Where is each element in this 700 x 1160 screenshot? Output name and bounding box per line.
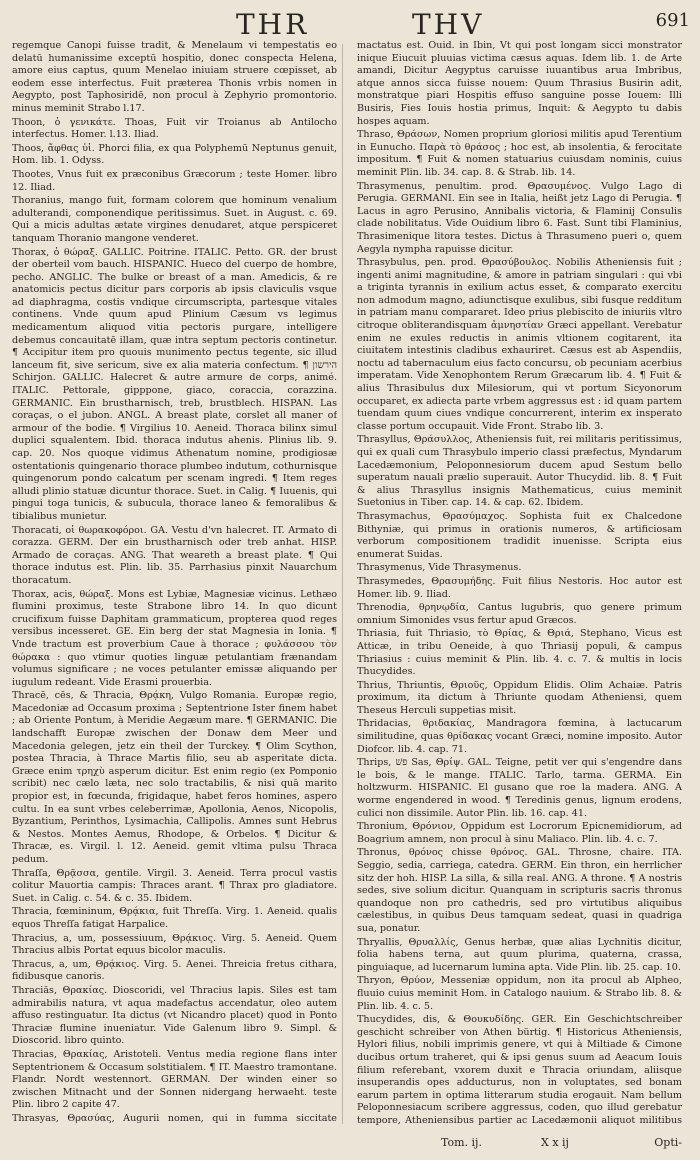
dictionary-entry: Threnodia, θρηνῳδία, Cantus lugubris, quo genere primum omnium Simonides vsus fertur apud Græcos.	[357, 602, 682, 626]
dictionary-entry: Thronium, Θρόνιον, Oppidum est Locrorum Epicnemidiorum, ad Boagrium amnem, non procul à sinu Maliaco. Plin. lib. 4. c. 7.	[357, 821, 682, 845]
page-header	[0, 0, 700, 40]
dictionary-entry: Thrasymenus, penultim. prod. Θρασυμένος. Vulgo Lago di Perugia. GERMANI. Ein see in Italia, heißt jetz Lago di Perugia. ¶ Lacus in agro Perusino, Annibalis victoria, & Flaminij Consulis clade nobilitatus. Vide Ouidium libro 6. Fast. Sunt tibi Flaminius, Thrasimenique litora testes. Dictus à Thrasumeno pueri o, quem Aegyla nympha rapuisse dicitur.	[357, 180, 682, 255]
dictionary-entry: Thrasymedes, Θρασυμήδης. Fuit filius Nestoris. Hoc autor est Homer. lib. 9. Iliad.	[357, 575, 682, 600]
dictionary-entry: Thorax, acis, θώραξ. Mons est Lybiæ, Magnesiæ vicinus. Lethæo flumini proximus, teste Strabone libro 14. In quo dicunt crucifixum fuisse Daphitam grammaticum, propterea quod reges versibus incesseret. GE. Ein berg der stat Magnesia in Ionia. ¶ Vnde tractum est proverbium Caue à thorace ; φυλάσσου τὸν θώρακα : quo vtimur quoties linguæ petulantiam frænandam volumus significare ; ne voces petulanter emissæ aliquando per iugulum redeant. Vide Erasmi prouerbia.	[12, 588, 337, 688]
dictionary-entry: Thracius, a, um, possessiuum, Θρᾴκιος. Virg. 5. Aeneid. Quem Thracius albis Portat equus bicolor maculis.	[12, 932, 337, 957]
dictionary-entry: Thryallis, Θρυαλλίς, Genus herbæ, quæ alias Lychnitis dicitur, folia habens terna, aut quum plurima, quaterna, crassa, pinguiaque, ad lucernarum lumina apta. Vide Plin. lib. 25. cap. 10.	[357, 936, 682, 973]
page-number: 691	[655, 10, 690, 31]
dictionary-entry: Thracus, a, um, Θρᾴκιος. Virg. 5. Aenei. Threicia fretus cithara, fidibusque canoris.	[12, 958, 337, 983]
dictionary-entry: Thoranius, mango fuit, formam colorem que hominum venalium adulterandi, componendique peritissimus. Suet. in August. c. 69. Qui a micis adultas ætate virgines denudaret, atque perspiceret tanquam Thoranio mangone venderet.	[12, 195, 337, 244]
right-column	[357, 40, 682, 1125]
left-column	[12, 40, 337, 1125]
dictionary-entry: Thriasia, fuit Thriasio, τὸ Θρίας, & Θριά, Stephano, Vicus est Atticæ, in tribu Oeneide, à quo Thriasij populi, & campus Thriasius : cuius meminit & Plin. lib. 4. c. 7. & multis in locis Thucydides.	[357, 628, 682, 678]
right-entries	[357, 40, 682, 1125]
running-head-right: THV	[412, 8, 485, 41]
dictionary-entry: Thrips, פשׁ Sas, Θρίψ. GAL. Teigne, petit ver qui s'engendre dans le bois, & le mange. ITALIC. Tarlo, tarma. GERMA. Ein holtzwurm. HISPANIC. El gusano que roe la madera. ANG. A worme engendered in wood. ¶ Teredinis genus, lignum erodens, culici non dissimile. Autor Plin. lib. 16. cap. 41.	[357, 757, 682, 819]
dictionary-entry: Thraciās, Θρακίας. Dioscoridi, vel Thracius lapis. Siles est tam admirabilis natura, vt aqua madefactus accendatur, oleo autem affuso restinguatur. Ita dictus (vt Nicandro placet) quod in Ponto Thraciæ flumine inueniatur. Vide Galenum libro 9. Simpl. & Dioscorid. libro quinto.	[12, 984, 337, 1047]
dictionary-entry: Thrius, Thriuntis, Θριοῦς, Oppidum Elidis. Olim Achaiæ. Patris proximum, ita dictum à Thriunte quodam Atheniensi, quem Theseus Herculi suppetias misit.	[357, 679, 682, 716]
dictionary-entry: Thracē, cēs, & Thracia, Θρᾴκη, Vulgo Romania. Europæ regio, Macedoniæ ad Occasum proxima ; Septentrione Ister finem habet ; ab Oriente Pontum, à Meridie Aegæum mare. ¶ GERMANIC. Die landschafft Europæ zwischen der Donaw dem Meer und Macedonia gelegen, jetz ein theil der Turckey. ¶ Olim Scython, postea Thracia, à Thrace Martis filio, seu ab asperitate dicta. Græce enim τρηχὺ asperum dicitur. Est enim regio (ex Pomponio scribit) nec cælo læta, nec solo tractabilis, & nisi quā marito propior est, in fœcunda, frigidaque, habet feros homines, aspero cultu. In ea sunt vrbes celeberrimæ, Apollonia, Aenos, Nicopolis, Byzantium, Perinthos, Lysimachia, Callipolis. Amnes sunt Hebrus & Nestos. Montes Aemus, Rhodope, & Orbelos. ¶ Dicitur & Thracæ, es. Virgil. l. 12. Aeneid. gemit vltima pulsu Thraca pedum.	[12, 690, 337, 865]
dictionary-entry: Thrasyas, Θρασύας, Augurii nomen, qui in fumma siccitate	[12, 1112, 337, 1124]
dictionary-entry: regemque Canopi fuisse tradit, & Menelaum vi tempestatis eo delatū humanissime exceptū hospitio, donec conspecta Helena, amore eius captus, quum Menelao iniuiam struere cœpisset, ab eodem esse interfectus. Fuit præterea Thonis vrbis nomen in Aegypto, post Taphosiridē, non procul à Zephyrio promontorio. minus meminit Strabo l.17.	[12, 40, 337, 114]
dictionary-entry: Thorax, ὁ θώραξ. GALLIC. Poitrine. ITALIC. Petto. GR. der brust der oberteil vom bauch. HISPANIC. Hueco del cuerpo de hombre, pecho. ANGLIC. The bulke or breast of a man. Amedicis, & re anatomicis pectus dicitur pars corporis ab ipsis claviculis vsque ad diaphragma, costis vndique circumscripta, partesque vitales continens. Vnde quum apud Plinium Cæsum vs legimus medicamentum aliquod vitia pectoris purgare, intelligere debemus concauitatē illam, quæ intra septum pectoris continetur. ¶ Accipitur item pro quouis munimento pectus tegente, sic illud lanceum fit, sive sericum, sive ex alia materia confectum. ¶ הירשון Schirjon. GALLIC. Halecret & autre armure de corps, animé. ITALIC. Pettorale, gipppone, giaco, coraccia, corazzina. GERMANIC. Ein brustharnisch, treb, brustblech. HISPAN. Las coraças, o el jubon. ANGL. A breast plate, corslet all maner of armour of the bodie. ¶ Virgilius 10. Aeneid. Thoraca bilinx simul duplici squalentem. Ibid. thoraca indutus ahenis. Plinius lib. 9. cap. 20. Nos quoque vidimus Athenatum nomine, prodigiosæ ostentationis quingenario thorace plumbeo indutum, cothurnisque quingenorum pondo calcatum per scenam ingredi. ¶ Item reges alludi plinio statuæ dicuntur thorace. Suet. in Calig. ¶ Iuuenis, qui pingui toga tunicis, & subucula, thorace laneo & femoralibus & tibialibus munietur.	[12, 246, 337, 522]
signature-mark: X x ij	[541, 1136, 569, 1149]
dictionary-entry: Thoos, ἄφθας ὑἱ. Phorci filia, ex qua Polyphemū Neptunus genuit, Hom. lib. 1. Odyss.	[12, 142, 337, 167]
dictionary-entry: Thracias, Θρακίας, Aristoteli. Ventus media regione flans inter Septentrionem & Occasum solstitialem. ¶ IT. Maestro tramontane. Flandr. Nordt westennort. GERMAN. Der winden einer so zwischen Mitnacht und der Sonnen nidergang herwaeht. teste Plin. libro 2 capite 47.	[12, 1048, 337, 1111]
dictionary-entry: Thraſſa, Θρᾷσσα, gentile. Virgil. 3. Aeneid. Terra procul vastis colitur Mauortia campis: Thraces arant. ¶ Thrax pro gladiatore. Suet. in Calig. c. 54. & c. 35. Ibidem.	[12, 867, 337, 904]
column-divider	[342, 44, 343, 1124]
dictionary-entry: Thoracati, οἱ θωρακοφόροι. GA. Vestu d'vn halecret. IT. Armato di corazza. GERM. Der ein brustharnisch oder treb anhat. HISP. Armado de coraças. ANG. That weareth a breast plate. ¶ Qui thorace indutus est. Plin. lib. 35. Parrhasius pinxit Nauarchum thoracatum.	[12, 524, 337, 586]
dictionary-entry: Thryon, Θρύον, Messeniæ oppidum, non ita procul ab Alpheo, fluuio cuius meminit Hom. in Catalogo nauium. & Strabo lib. 8. & Plin. lib. 4. c. 5.	[357, 975, 682, 1012]
left-entries	[12, 40, 337, 1125]
dictionary-entry: Thootes, Vnus fuit ex præconibus Græcorum ; teste Homer. libro 12. Iliad.	[12, 168, 337, 193]
dictionary-entry: Thridacias, θριδακίας, Mandragora fœmina, à lactucarum similitudine, quas θρίδακας vocant Græci, nomine imposito. Autor Diofcor. lib. 4. cap. 71.	[357, 718, 682, 755]
running-head-left: THR	[236, 8, 310, 41]
dictionary-entry: Thrasymenus, Vide Thrasymenus.	[357, 562, 522, 574]
volume-mark: Tom. ij.	[441, 1136, 482, 1149]
dictionary-entry: Thrasybulus, pen. prod. Θρασύβουλος. Nobilis Atheniensis fuit ; ingenti animi magnitudine, & amore in patriam singulari : qui vbi a triginta tyrannis in exilium actus esset, & comparato exercitu non admodum magno, adiunctisque exulibus, sibi fusque redditum in patriam manu compararet. Ideo prius plebiscito de iniuriis vltro citroque obliterandisquam ἀμνηστίαν Græci appellant. Verebatur enim ne exules reductis in animis vltionem cogitarent, ita ciuitatem intestinis cladibus exhauriret. Cæsus est ab Aspendiis, noctu ad tabernaculum eius facto concursu, ob pecuniam acerbius imperatam. Vide Xenophontem Rerum Græcarum lib. 4. ¶ Fuit & alius Thrasibulus dux Milesiorum, qui vt portum Sicyonorum occuparet, ex adiecta parte vrbem aggressus est : id quam partem tuendam quum ciues vndique concurrerent, interim ex insperato classe portum occupauit. Vide Front. Strabo lib. 3.	[357, 257, 682, 432]
dictionary-entry: Thucydides, dis, & Θουκυδίδης. GER. Ein Geschichtschreiber geschicht schreiber von Athen bürtig. ¶ Historicus Atheniensis, Hylori filius, nobili imprimis genere, vt qui à Miltiade & Cimone ducibus ortum traheret, qui & ipsi genus suum ad Aeacum Iouis filium referebant, vxorem duxit e Thracia oriundam, aliisque insuperandis opes adducturus, non in voluptates, sed bonam earum partem in optima litterarum studia erogauit. Nam bellum Peloponnesiacum scribere aggressus, coden, quo illud gerebatur tempore, Atheniensibus partier ac Lacedæmonii aliquot militibus	[357, 1014, 682, 1125]
dictionary-entry: Thracia, fœmininum, Θρᾴκια, fuit Threſſa. Virg. 1. Aeneid. qualis equos Threſſa fatigat Harpalice.	[12, 906, 337, 930]
dictionary-entry: Thraso, Θράσων, Nomen proprium gloriosi militis apud Terentium in Eunucho. Παρὰ τὸ θράσος ; hoc est, ab insolentia, & ferocitate impositum. ¶ Fuit & nomen statuarius cuiusdam nominis, cuius meminit Plin. lib. 34. cap. 8. & Strab. lib. 14.	[357, 129, 682, 178]
dictionary-entry: Thronus, θρόνος chisse θρόνος. GAL. Throsne, chaire. ITA. Seggio, sedia, carriega, catedra. GERM. Ein thron, ein herrlicher sitz der hoh. HISP. La silla, & silla real. ANG. A throne. ¶ A nostris sedes, sive solium dicitur. Quanquam in scripturis sacris thronus quandoque non pro cathedris, sed pro virtutibus aliquibus cælestibus, in quibus Deus tamquam sedeat, quasi in quadriga sua, ponatur.	[357, 847, 682, 934]
dictionary-entry: mactatus est. Ouid. in Ibin, Vt qui post longam sicci monstrator inique Eiucuit pluuias victima cæsus aquas. Idem lib. 1. de Arte amandi, Dicitur Aegyptus caruisse iuuantibus arua Imbribus, atque annos sicca fuisse nouem: Quum Thrasius Busirin adit, monstratque piari Hospitis effuso sanguine posse Iouem: Illi Busiris, Fies Iouis hostia primus, Inquit: & Aegypto tu dabis hospes aquam.	[357, 40, 682, 127]
dictionary-entry: Thrasyllus, Θράσυλλος, Atheniensis fuit, rei militaris peritissimus, qui ex quali cum Thrasybulo imperio classi præfectus, Myndarum Lacedæmonium, Peloponnesiorum ducem apud Sestum bello superatum nauali prælio superauit. Autor Thucydid. lib. 8. ¶ Fuit & alius Thrasyllus insignis Mathematicus, cuius meminit Suetonius in Tiber. cap. 14. & cap. 62. Ibidem.	[357, 434, 682, 509]
dictionary-entry: Thoon, ὁ γενικάτε. Thoas, Fuit vir Troianus ab Antilocho interfectus. Homer. l.13. Iliad.	[12, 116, 337, 141]
catchword: Opti-	[654, 1136, 682, 1149]
dictionary-entry: Thrasymachus, Θρασύμαχος. Sophista fuit ex Chalcedone Bithyniæ, qui primus in orationis numeros, & artificiosam verborum compositionem tradidit inuenisse. Scripta eius enumerat Suidas.	[357, 510, 682, 560]
